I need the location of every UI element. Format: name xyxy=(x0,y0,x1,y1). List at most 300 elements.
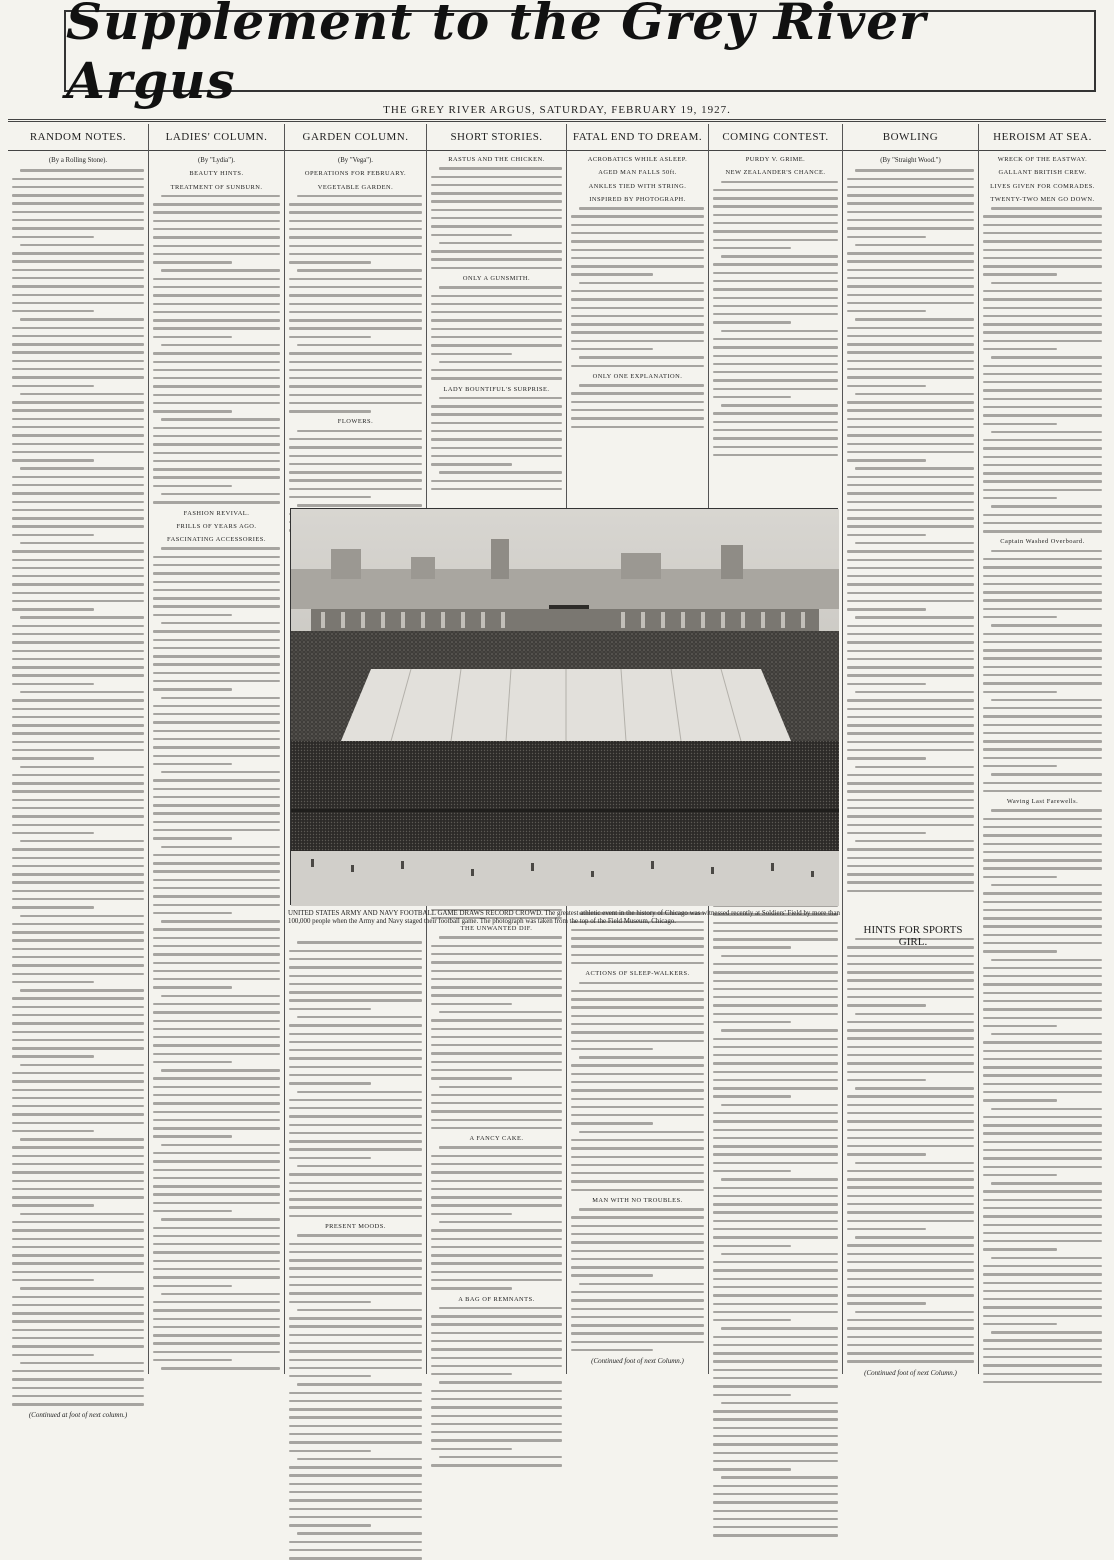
text-line xyxy=(847,567,974,569)
text-line xyxy=(983,1207,1102,1209)
text-line xyxy=(713,1303,838,1305)
text-line xyxy=(713,1452,838,1454)
text-line xyxy=(713,1162,838,1164)
text-line xyxy=(847,418,974,420)
text-line xyxy=(713,1534,838,1536)
text-line xyxy=(289,1259,422,1261)
text-line xyxy=(161,697,280,699)
text-line xyxy=(153,1318,280,1320)
text-line xyxy=(161,344,280,346)
subheading: TREATMENT OF SUNBURN. xyxy=(170,183,263,191)
subheading: PURDY V. GRIME. xyxy=(745,156,806,163)
text-line xyxy=(153,1061,232,1063)
text-line xyxy=(153,630,280,632)
text-line xyxy=(12,807,144,809)
continued-note: (Continued at foot of next column.) xyxy=(28,1411,128,1420)
text-line xyxy=(431,1398,562,1400)
text-line xyxy=(847,674,974,676)
text-line xyxy=(847,749,974,751)
text-line xyxy=(983,666,1102,668)
text-line xyxy=(431,1094,562,1096)
text-line xyxy=(847,1220,974,1222)
text-line xyxy=(571,1274,653,1276)
text-line xyxy=(431,1279,562,1281)
text-line xyxy=(289,1099,422,1101)
text-line xyxy=(20,318,144,320)
text-line xyxy=(713,1493,838,1495)
text-line xyxy=(847,857,974,859)
text-line xyxy=(847,1294,974,1296)
text-line xyxy=(721,404,838,406)
text-line xyxy=(847,1004,926,1006)
text-line xyxy=(983,1298,1102,1300)
text-line xyxy=(713,1311,838,1313)
text-line xyxy=(153,427,280,429)
text-line xyxy=(12,592,144,594)
text-line xyxy=(983,1050,1102,1052)
subheading: INSPIRED BY PHOTOGRAPH. xyxy=(589,195,686,203)
text-line xyxy=(12,658,144,660)
text-line xyxy=(153,1053,280,1055)
subheading: LADY BOUNTIFUL'S SURPRISE. xyxy=(443,385,550,393)
text-line xyxy=(431,192,562,194)
text-line xyxy=(12,683,94,685)
text-line xyxy=(983,843,1102,845)
text-line xyxy=(847,401,974,403)
text-line xyxy=(12,873,144,875)
text-line xyxy=(12,939,144,941)
text-line xyxy=(12,633,144,635)
text-line xyxy=(983,1199,1102,1201)
text-line xyxy=(153,854,280,856)
text-line xyxy=(12,1354,94,1356)
text-line xyxy=(983,240,1102,242)
text-line xyxy=(12,1022,144,1024)
text-line xyxy=(983,1248,1057,1250)
text-line xyxy=(983,633,1102,635)
text-line xyxy=(847,1203,974,1205)
text-line xyxy=(847,881,974,883)
text-line xyxy=(12,1204,94,1206)
text-line xyxy=(297,504,422,506)
text-line xyxy=(153,1094,280,1096)
text-line xyxy=(571,1225,704,1227)
text-line xyxy=(983,1099,1057,1101)
text-line xyxy=(431,336,562,338)
text-line xyxy=(847,633,974,635)
text-line xyxy=(571,249,704,251)
text-line xyxy=(439,1307,562,1309)
text-line xyxy=(571,1332,704,1334)
text-line xyxy=(847,724,974,726)
text-line xyxy=(721,1402,838,1404)
text-line xyxy=(289,303,422,305)
text-line xyxy=(431,1155,562,1157)
text-line xyxy=(847,476,974,478)
text-line xyxy=(153,937,280,939)
subheading: FASHION REVIVAL. xyxy=(183,509,250,517)
text-line xyxy=(439,167,562,169)
text-line xyxy=(12,236,94,238)
text-line xyxy=(713,1385,838,1387)
text-line xyxy=(153,639,280,641)
text-line xyxy=(847,971,974,973)
subheading: A BAG OF REMNANTS. xyxy=(458,1295,535,1303)
text-line xyxy=(12,774,144,776)
text-line xyxy=(153,986,232,988)
text-line xyxy=(713,1427,838,1429)
text-line xyxy=(991,624,1102,626)
text-line xyxy=(12,476,144,478)
article-body xyxy=(571,1208,704,1351)
text-line xyxy=(153,1251,280,1253)
text-line xyxy=(847,1095,974,1097)
text-line xyxy=(855,616,974,618)
text-line xyxy=(12,575,144,577)
text-line xyxy=(983,472,1102,474)
text-line xyxy=(847,1071,974,1073)
text-line xyxy=(153,303,280,305)
text-line xyxy=(153,730,280,732)
text-line xyxy=(713,263,838,265)
text-line xyxy=(153,228,280,230)
text-line xyxy=(153,1351,280,1353)
text-line xyxy=(713,379,838,381)
text-line xyxy=(12,178,144,180)
text-line xyxy=(983,1373,1102,1375)
text-line xyxy=(12,1122,144,1124)
text-line xyxy=(713,313,838,315)
text-line xyxy=(153,928,280,930)
text-line xyxy=(153,804,280,806)
text-line xyxy=(12,1387,144,1389)
text-line xyxy=(713,1352,838,1354)
text-line xyxy=(847,1302,926,1304)
column-heading: BOWLING xyxy=(843,124,978,151)
text-line xyxy=(847,559,974,561)
text-line xyxy=(713,996,838,998)
text-line xyxy=(289,1350,422,1352)
column-byline: (By "Straight Wood.") xyxy=(880,157,941,164)
text-line xyxy=(571,348,653,350)
text-line xyxy=(571,1122,653,1124)
text-line xyxy=(12,1345,144,1347)
text-line xyxy=(847,186,974,188)
text-line xyxy=(153,1177,280,1179)
text-line xyxy=(431,184,562,186)
text-line xyxy=(571,323,704,325)
text-line xyxy=(20,840,144,842)
text-line xyxy=(153,1342,280,1344)
text-line xyxy=(431,1036,562,1038)
text-line xyxy=(12,1180,144,1182)
text-line xyxy=(713,1187,838,1189)
text-line xyxy=(20,915,144,917)
text-line xyxy=(12,1403,144,1405)
text-line xyxy=(991,1033,1102,1035)
text-line xyxy=(571,401,704,403)
text-line xyxy=(153,1235,280,1237)
text-line xyxy=(721,1253,838,1255)
text-line xyxy=(12,824,144,826)
text-line xyxy=(153,895,280,897)
text-line xyxy=(847,409,974,411)
text-line xyxy=(297,430,422,432)
text-line xyxy=(983,373,1102,375)
text-line xyxy=(983,389,1102,391)
text-line xyxy=(571,1233,704,1235)
column-ladies xyxy=(148,124,284,1374)
text-line xyxy=(571,1349,653,1351)
article-body xyxy=(571,384,704,428)
text-line xyxy=(983,740,1102,742)
text-line xyxy=(855,169,974,171)
text-line xyxy=(153,236,280,238)
text-line xyxy=(289,1317,422,1319)
text-line xyxy=(713,1360,838,1362)
text-line xyxy=(847,996,974,998)
text-line xyxy=(161,995,280,997)
text-line xyxy=(431,978,562,980)
text-line xyxy=(289,1483,422,1485)
text-line xyxy=(983,901,1102,903)
text-line xyxy=(153,688,232,690)
text-line xyxy=(439,1146,562,1148)
text-line xyxy=(153,746,280,748)
text-line xyxy=(431,234,512,236)
text-line xyxy=(983,1315,1102,1317)
text-line xyxy=(991,1331,1102,1333)
text-line xyxy=(847,459,926,461)
article-body xyxy=(847,169,974,892)
text-line xyxy=(713,1460,838,1462)
text-line xyxy=(12,650,144,652)
text-line xyxy=(153,597,280,599)
text-line xyxy=(983,323,1102,325)
text-line xyxy=(847,1178,974,1180)
text-line xyxy=(153,361,280,363)
text-line xyxy=(289,438,422,440)
text-line xyxy=(713,1062,838,1064)
subheading: ANKLES TIED WITH STRING. xyxy=(588,182,687,190)
text-line xyxy=(12,219,144,221)
text-line xyxy=(153,468,280,470)
subheading: TWENTY-TWO MEN GO DOWN. xyxy=(990,195,1095,203)
text-line xyxy=(713,1013,838,1015)
text-line xyxy=(983,1339,1102,1341)
text-line xyxy=(289,1433,422,1435)
text-line xyxy=(571,1114,704,1116)
text-line xyxy=(20,1362,144,1364)
text-line xyxy=(431,1119,562,1121)
text-line xyxy=(713,214,838,216)
text-line xyxy=(289,1466,422,1468)
text-line xyxy=(161,493,280,495)
text-line xyxy=(289,361,422,363)
text-line xyxy=(847,294,974,296)
text-line xyxy=(713,388,838,390)
text-line xyxy=(153,1285,232,1287)
text-line xyxy=(153,812,280,814)
text-line xyxy=(713,1153,838,1155)
text-line xyxy=(12,782,144,784)
text-line xyxy=(153,556,280,558)
text-line xyxy=(847,517,974,519)
text-line xyxy=(713,1038,838,1040)
text-line xyxy=(431,986,562,988)
text-line xyxy=(289,1173,422,1175)
text-line xyxy=(12,906,94,908)
text-line xyxy=(289,1057,422,1059)
text-line xyxy=(431,1340,562,1342)
text-line xyxy=(983,423,1057,425)
text-line xyxy=(161,1144,280,1146)
text-line xyxy=(12,1279,94,1281)
text-line xyxy=(713,1319,791,1321)
text-line xyxy=(713,1468,791,1470)
text-line xyxy=(983,992,1102,994)
text-line xyxy=(297,344,422,346)
text-line xyxy=(713,421,838,423)
subheading: THE UNWANTED DIF. xyxy=(460,925,533,933)
text-line xyxy=(289,1066,422,1068)
text-line xyxy=(983,975,1102,977)
text-line xyxy=(431,225,562,227)
text-line xyxy=(289,286,422,288)
text-line xyxy=(847,1079,926,1081)
masthead-title: Supplement to the Grey River Argus xyxy=(64,10,1096,92)
text-line xyxy=(289,402,422,404)
text-line xyxy=(431,295,562,297)
text-line xyxy=(571,1106,704,1108)
text-line xyxy=(983,876,1057,878)
text-line xyxy=(12,376,144,378)
text-line xyxy=(713,338,838,340)
text-line xyxy=(713,1195,838,1197)
text-line xyxy=(431,970,562,972)
text-line xyxy=(713,1120,838,1122)
text-line xyxy=(12,1370,144,1372)
text-line xyxy=(983,381,1102,383)
text-line xyxy=(153,763,232,765)
text-line xyxy=(12,1006,144,1008)
text-line xyxy=(847,1153,926,1155)
text-line xyxy=(847,351,974,353)
text-line xyxy=(12,1163,144,1165)
text-line xyxy=(713,1336,838,1338)
text-line xyxy=(153,1193,280,1195)
text-line xyxy=(12,898,144,900)
text-line xyxy=(847,1269,974,1271)
text-line xyxy=(431,200,562,202)
text-line xyxy=(289,220,422,222)
text-line xyxy=(991,699,1102,701)
text-line xyxy=(847,252,974,254)
text-line xyxy=(289,369,422,371)
text-line xyxy=(983,826,1102,828)
text-line xyxy=(153,870,280,872)
text-line xyxy=(713,1394,791,1396)
text-line xyxy=(289,228,422,230)
subheading: ACTIONS OF SLEEP-WALKERS. xyxy=(585,970,690,978)
text-line xyxy=(289,1400,422,1402)
text-line xyxy=(12,1097,144,1099)
text-line xyxy=(983,616,1057,618)
text-line xyxy=(991,1182,1102,1184)
text-line xyxy=(289,1450,371,1452)
text-line xyxy=(289,1292,422,1294)
column-bowling xyxy=(842,124,978,1377)
text-line xyxy=(12,948,144,950)
text-line xyxy=(983,867,1102,869)
text-line xyxy=(713,230,838,232)
article-body xyxy=(571,207,704,367)
text-line xyxy=(431,1406,562,1408)
text-line xyxy=(153,663,280,665)
text-line xyxy=(431,250,562,252)
text-line xyxy=(153,261,232,263)
text-line xyxy=(153,705,280,707)
text-line xyxy=(983,942,1102,944)
text-line xyxy=(289,1276,422,1278)
text-line xyxy=(983,1232,1102,1234)
subheading: Captain Washed Overboard. xyxy=(1000,538,1085,546)
text-line xyxy=(571,1015,704,1017)
text-line xyxy=(431,258,562,260)
column-byline: (By "Lydia"). xyxy=(198,157,235,164)
text-line xyxy=(12,716,144,718)
text-line xyxy=(153,377,280,379)
text-line xyxy=(721,1029,838,1031)
text-line xyxy=(713,1021,791,1023)
text-line xyxy=(12,484,144,486)
text-line xyxy=(12,923,144,925)
article-body xyxy=(12,169,144,1405)
text-line xyxy=(847,211,974,213)
text-line xyxy=(431,1110,562,1112)
text-line xyxy=(153,1119,280,1121)
text-line xyxy=(847,988,974,990)
text-line xyxy=(983,398,1102,400)
text-line xyxy=(713,371,838,373)
text-line xyxy=(289,1491,422,1493)
subheading: ACROBATICS WHILE ASLEEP. xyxy=(587,156,688,163)
text-line xyxy=(847,824,974,826)
article-body xyxy=(431,936,562,1129)
text-line xyxy=(847,484,974,486)
text-line xyxy=(571,954,704,956)
subheading: MAN WITH NO TROUBLES. xyxy=(592,1196,683,1204)
text-line xyxy=(12,426,144,428)
text-line xyxy=(983,909,1102,911)
text-line xyxy=(991,356,1102,358)
text-line xyxy=(12,227,144,229)
text-line xyxy=(431,328,562,330)
text-line xyxy=(571,1006,704,1008)
article-body xyxy=(571,982,704,1191)
text-line xyxy=(431,1213,512,1215)
text-line xyxy=(153,680,280,682)
text-line xyxy=(289,1082,371,1084)
text-line xyxy=(289,1474,422,1476)
text-line xyxy=(12,385,94,387)
text-line xyxy=(571,409,704,411)
text-line xyxy=(847,501,974,503)
text-line xyxy=(12,327,144,329)
text-line xyxy=(571,1250,704,1252)
text-line xyxy=(847,699,974,701)
text-line xyxy=(983,575,1102,577)
